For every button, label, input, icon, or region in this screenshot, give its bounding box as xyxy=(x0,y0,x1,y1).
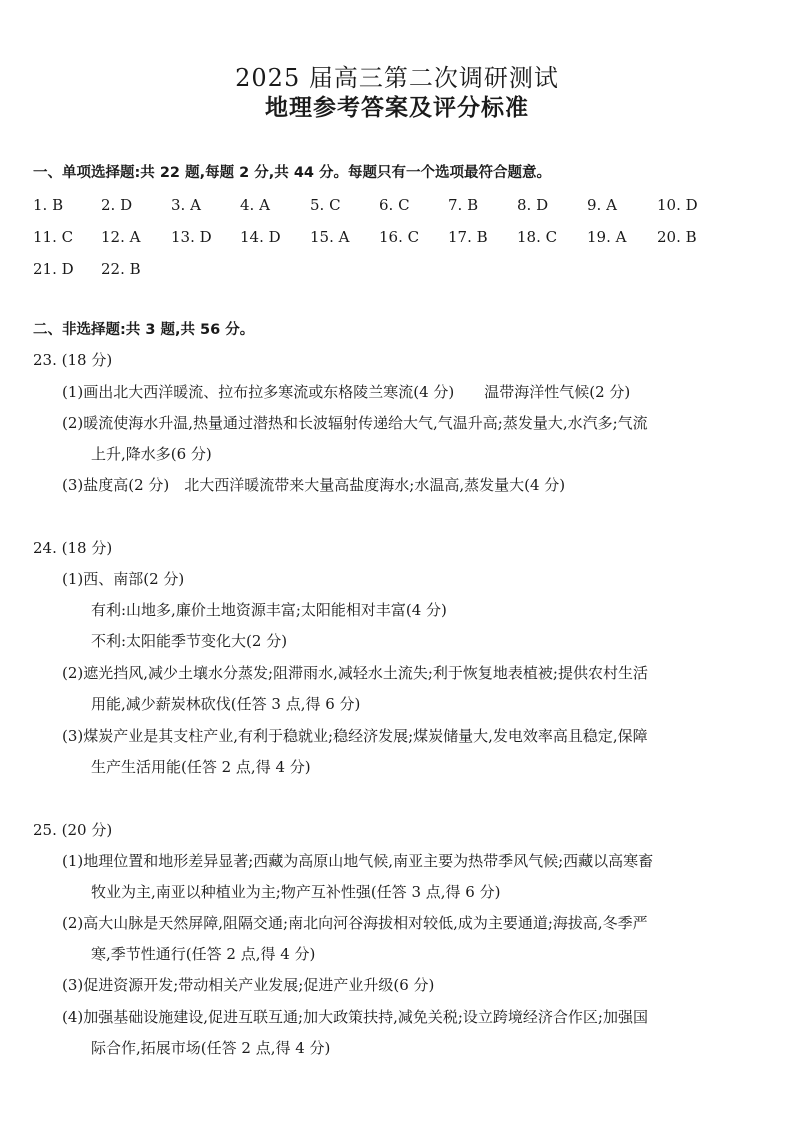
answer-line: 际合作,拓展市场(任答 2 点,得 4 分) xyxy=(91,1039,331,1057)
choice-answer: 9. A xyxy=(587,196,617,214)
answer-line: (2)高大山脉是天然屏障,阻隔交通;南北向河谷海拔相对较低,成为主要通道;海拔高,冬季严 xyxy=(62,914,648,932)
choice-answer: 6. C xyxy=(379,196,410,214)
choice-answer: 7. B xyxy=(448,196,479,214)
choice-answer: 8. D xyxy=(517,196,549,214)
choice-answer: 3. A xyxy=(171,196,201,214)
answer-line: (1)西、南部(2 分) xyxy=(62,570,185,588)
question-25-number: 25. (20 分) xyxy=(33,821,113,839)
choice-answer: 4. A xyxy=(240,196,270,214)
answer-line: (2)暖流使海水升温,热量通过潜热和长波辐射传递给大气,气温升高;蒸发量大,水汽多;气流 xyxy=(62,414,648,432)
answer-line: (1)画出北大西洋暖流、拉布拉多寒流或东格陵兰寒流(4 分) 温带海洋性气候(2 分) xyxy=(62,383,631,401)
choice-answer: 15. A xyxy=(310,228,350,246)
question-23-number: 23. (18 分) xyxy=(33,351,113,369)
choice-answer: 18. C xyxy=(517,228,558,246)
choice-answer: 14. D xyxy=(240,228,281,246)
answer-line: (3)促进资源开发;带动相关产业发展;促进产业升级(6 分) xyxy=(62,976,435,994)
choice-answer: 22. B xyxy=(101,260,141,278)
choice-answer: 20. B xyxy=(657,228,697,246)
choice-answer: 21. D xyxy=(33,260,74,278)
answer-line: 上升,降水多(6 分) xyxy=(91,445,212,463)
section1-heading: 一、单项选择题:共 22 题,每题 2 分,共 44 分。每题只有一个选项最符合题意。 xyxy=(33,165,552,181)
answer-line: 牧业为主,南亚以种植业为主;物产互补性强(任答 3 点,得 6 分) xyxy=(91,883,501,901)
section2-heading: 二、非选择题:共 3 题,共 56 分。 xyxy=(33,322,255,338)
choice-answer: 11. C xyxy=(33,228,74,246)
answer-line: (3)盐度高(2 分) 北大西洋暖流带来大量高盐度海水;水温高,蒸发量大(4 分) xyxy=(62,476,566,494)
answer-line: 有利:山地多,廉价土地资源丰富;太阳能相对丰富(4 分) xyxy=(91,601,447,619)
choice-answer: 10. D xyxy=(657,196,698,214)
page-subtitle: 地理参考答案及评分标准 xyxy=(265,95,529,121)
answer-line: 不利:太阳能季节变化大(2 分) xyxy=(91,632,288,650)
choice-answer: 12. A xyxy=(101,228,141,246)
answer-line: (4)加强基础设施建设,促进互联互通;加大政策扶持,减免关税;设立跨境经济合作区;加强国 xyxy=(62,1008,648,1026)
choice-answer: 16. C xyxy=(379,228,420,246)
page-title: 2025 届高三第二次调研测试 xyxy=(235,64,559,92)
answer-line: 生产生活用能(任答 2 点,得 4 分) xyxy=(91,758,311,776)
answer-line: 寒,季节性通行(任答 2 点,得 4 分) xyxy=(91,945,316,963)
answer-line: (1)地理位置和地形差异显著;西藏为高原山地气候,南亚主要为热带季风气候;西藏以高寒畜 xyxy=(62,852,654,870)
choice-answer: 17. B xyxy=(448,228,488,246)
choice-answer: 19. A xyxy=(587,228,627,246)
choice-answer: 2. D xyxy=(101,196,133,214)
answer-line: 用能,减少薪炭林砍伐(任答 3 点,得 6 分) xyxy=(91,695,361,713)
answer-line: (2)遮光挡风,减少土壤水分蒸发;阻滞雨水,减轻水土流失;利于恢复地表植被;提供农村生活 xyxy=(62,664,648,682)
choice-answer: 13. D xyxy=(171,228,212,246)
answer-line: (3)煤炭产业是其支柱产业,有利于稳就业;稳经济发展;煤炭储量大,发电效率高且稳定,保障 xyxy=(62,727,648,745)
question-24-number: 24. (18 分) xyxy=(33,539,113,557)
choice-answer: 1. B xyxy=(33,196,64,214)
choice-answer: 5. C xyxy=(310,196,341,214)
